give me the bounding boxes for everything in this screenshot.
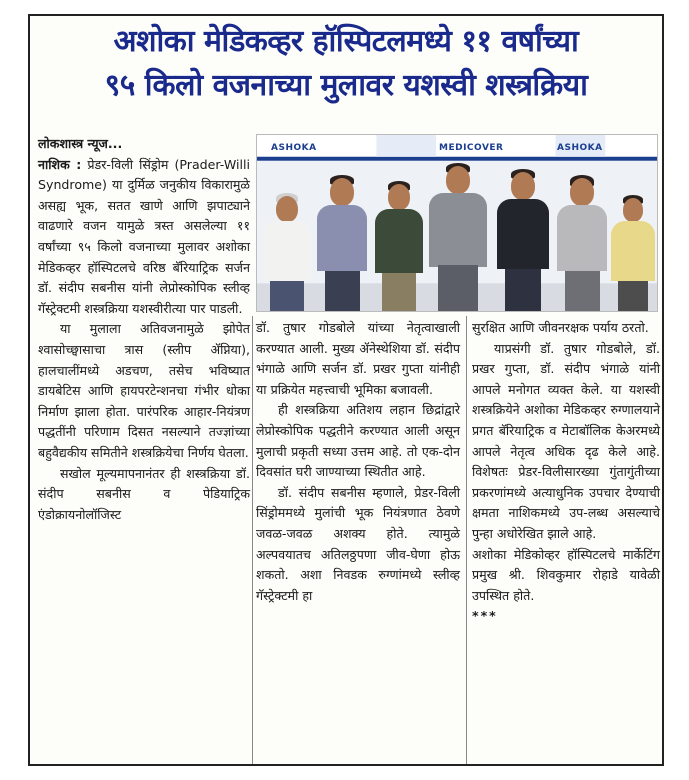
headline-line-1: अशोका मेडिकव्हर हॉस्पिटलमध्ये ११ वर्षांच्या [113, 24, 579, 59]
column-divider [466, 316, 467, 766]
person [263, 191, 311, 311]
person [557, 173, 607, 311]
news-clipping [28, 14, 664, 766]
article-column-3 [472, 318, 660, 627]
photo-banner-left: ASHOKA [271, 143, 317, 153]
paragraph-2: या मुलाला अतिवजनामुळे झोपेत श्वासोच्छ्वासाचा त्रास (स्लीप ॲप्निया), हालचालींमध्ये अडचण, तसेच भविष्यात डायबेटिस आणि हायपरटेन्शनचा गंभीर धोका निर्माण झाला होता. पारंपरिक आहार-नियंत्रण पद्धतींनी परिणाम दिसत नसल्याने तज्ज्ञांच्या बहुवैद्यकीय समितीने शस्त्रक्रियेचा निर्णय घेतला. [38, 321, 250, 460]
photo-banner-right: ASHOKA [557, 143, 603, 153]
paragraph-5: ही शस्त्रक्रिया अतिशय लहान छिद्रांद्वारे लेप्रोस्कोपिक पद्धतीने करण्यात आली असून मुलाची प्रकृती सध्या उत्तम आहे. तो एक-दोन दिवसांत घरी जाण्याच्या स्थितीत आहे. [256, 402, 460, 480]
column-divider [252, 316, 253, 766]
person [429, 161, 487, 311]
paragraph-6: डॉ. संदीप सबनीस म्हणाले, प्रेडर-विली सिंड्रोममध्ये मुलांची भूक नियंत्रणात ठेवणे जवळ-जवळ अशक्य होते. त्यामुळे अल्पवयातच अतिलठ्ठपणा जीव-घेणा होऊ शकतो. अशा निवडक रुग्णांमध्ये स्लीव्ह गॅस्ट्रेक्टमी हा [256, 484, 460, 603]
dateline: नाशिक : [38, 156, 82, 172]
paragraph-7: सुरक्षित आणि जीवनरक्षक पर्याय ठरतो. [472, 320, 649, 335]
byline: लोकशास्त्र न्यूज... [38, 136, 123, 151]
photo-banner-mid: MEDICOVER [439, 143, 504, 153]
end-mark: *** [472, 608, 498, 624]
person [497, 167, 549, 311]
person [317, 173, 367, 311]
article-column-1 [38, 134, 250, 525]
paragraph-4: डॉ. तुषार गोडबोले यांच्या नेतृत्वाखाली करण्यात आली. मुख्य ॲनेस्थेशिया डॉ. संदीप भंगाळे आणि सर्जन डॉ. प्रखर गुप्ता यांनीही या प्रक्रियेत महत्त्वाची भूमिका बजावली. [256, 320, 460, 397]
paragraph-8: याप्रसंगी डॉ. तुषार गोडबोले, डॉ. प्रखर गुप्ता, डॉ. संदीप भंगाळे यांनी आपले मनोगत व्यक्त केले. या यशस्वी शस्त्रक्रियेने अशोका मेडिकव्हर रुग्णालयाने प्रगत बॅरियाट्रिक व मेटाबॉलिक केअरमध्ये आपले नेतृत्व अधिक दृढ केले आहे. विशेषतः प्रेडर-विलीसारख्या गुंतागुंतीच्या प्रकरणांमध्ये अत्याधुनिक उपचार देण्याची क्षमता नाशिकमध्ये उप-लब्ध असल्याचे पुन्हा अधोरेखित झाले आहे. [472, 340, 660, 541]
paragraph-9: अशोका मेडिकोव्हर हॉस्पिटलचे मार्केटिंग प्रमुख श्री. शिवकुमार रोहाडे यावेळी उपस्थित होते. [472, 546, 660, 603]
person [611, 193, 655, 311]
article-column-2 [256, 318, 460, 606]
group-photo [256, 134, 658, 312]
paragraph-1: प्रेडर-विली सिंड्रोम (Prader-Willi Syndrome) या दुर्मिळ जनुकीय विकारामुळे असह्य भूक, सतत खाणे आणि झपाट्याने वाढणारे वजन यामुळे त्रस्त असलेल्या ११ वर्षांच्या ९५ किलो वजनाच्या मुलावर अशोका मेडिकव्हर हॉस्पिटलचे वरिष्ठ बॅरियाट्रिक सर्जन डॉ. संदीप सबनीस यांनी लेप्रोस्कोपिक स्लीव्ह गॅस्ट्रेक्टमी शस्त्रक्रिया यशस्वीरीत्या पार पाडली. [38, 156, 250, 316]
paragraph-3: सखोल मूल्यमापनानंतर ही शस्त्रक्रिया डॉ. संदीप सबनीस व पेडियाट्रिक एंडोक्रायनोलॉजिस्ट [38, 465, 250, 522]
headline-line-2: ९५ किलो वजनाच्या मुलावर यशस्वी शस्त्रक्रिया [104, 68, 588, 103]
person [375, 179, 423, 311]
